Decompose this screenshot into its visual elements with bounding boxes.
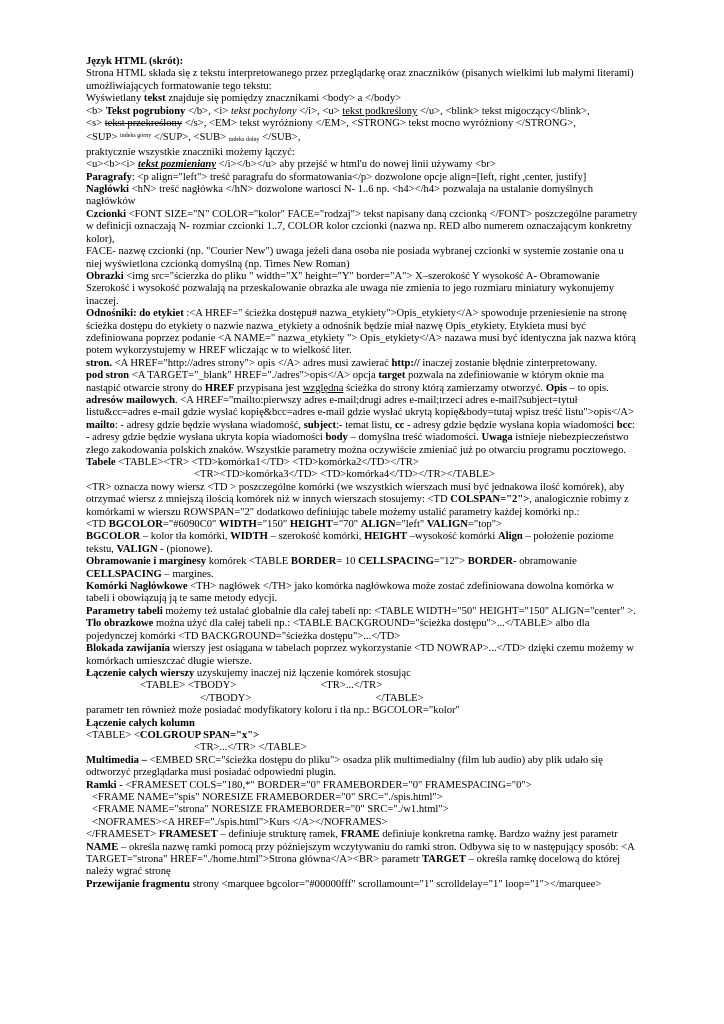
td-attributes-description: [86, 531, 638, 556]
row-grouping-section: [86, 668, 638, 680]
text-run: FACE- nazwę czcionki (np. "Courier New") uwaga jeżeli dana osoba nie posiada wybranej czcionki w systemie zostanie ona u niej wyświetlona czcionką domyślną (np. Times New Roman): [86, 246, 624, 270]
text-run: . <A HREF="mailto:pierwszy adres e-mail;drugi adres e-mail;trzeci adres e-mail?subject=tytuł listu&cc=adres e-mail gdzie wysłać kopię&bcc=adres e-mail gdzie wysłać ukrytą kopię&body=tutaj wpisz treść listu">opis</A>: [86, 394, 634, 419]
text-run: CELLSPACING: [358, 556, 434, 568]
text-run: – określa ramkę docelową do której należy wgrać stronę: [86, 854, 621, 878]
text-run: – kolor tła komórki,: [140, 531, 231, 543]
text-run: Opis: [545, 382, 568, 394]
images-section: [86, 271, 638, 308]
text-run: : - adresy gdzie będzie wysłana wiadomość,: [114, 419, 304, 431]
text-run: VALIGN: [426, 519, 468, 531]
text-run: </u>, <blink> tekst migoczący</blink>,: [417, 105, 590, 117]
text-run: <TABLE> <: [86, 729, 140, 741]
text-run: subject: [303, 419, 337, 431]
frames-code-2: [86, 792, 638, 804]
subpage-links-section: [86, 370, 638, 395]
text-run: </i></b></u> aby przejść w html'u do nowej linii używamy <br>: [216, 159, 496, 171]
text-run: </b>, <i>: [185, 105, 231, 117]
text-run: – definiuje strukturę ramek,: [217, 829, 341, 841]
text-run: komórek <TABLE: [206, 556, 291, 568]
text-run: <TD: [86, 519, 109, 531]
borders-margins-section: [86, 556, 638, 581]
text-run: Łączenie całych kolumn: [86, 717, 195, 729]
text-run: Tekst pogrubiony: [105, 105, 186, 117]
header-cells-section: [86, 581, 638, 606]
text-run: strony <marquee bgcolor="#00000fff" scrollamount="1" scrolldelay="1" loop="1"></marquee>: [189, 878, 602, 890]
row-grouping-code-1: [86, 680, 638, 692]
nowrap-section: [86, 643, 638, 668]
column-grouping-code-2: [86, 742, 638, 754]
text-run: Align: [498, 531, 523, 543]
text-run: </TBODY>: [200, 692, 252, 704]
text-run: indeks dolny: [228, 137, 260, 144]
text-run: ="left": [395, 519, 427, 531]
combine-text: [86, 147, 638, 159]
text-run: Obramowanie i marginesy: [86, 556, 207, 568]
text-run: <FRAMESET COLS="180,*" BORDER="0" FRAMEBORDER="0" FRAMESPACING="0">: [122, 779, 532, 791]
page-links-section: [86, 358, 638, 370]
text-run: <img src="ścierzka do pliku " width="X" height="Y" border="A"> X–szerokość Y wysokość A- Obramowanie Szerokość i wysokość pozwalają na przeskalowanie obrazka ale uwaga nie zmienia to jego rozmiaru miniatury wykonujemy inaczej.: [86, 270, 615, 307]
text-run: –wysokość komórki: [407, 531, 499, 543]
text-run: http://: [391, 357, 420, 369]
formatting-tags-line-2: [86, 118, 638, 130]
text-run: Łączenie całych wierszy: [86, 667, 195, 679]
text-run: <FONT SIZE="N" COLOR="kolor" FACE="rodzaj"> tekst napisany daną czcionką </FONT> poszczególne parametry w definicji oznaczają N- rozmiar czcionki 1..7, COLOR kolor czcionki (nazwa np. RED albo numerem oznaczającym konkretny kolor),: [86, 208, 638, 245]
text-run: obramowanie: [516, 556, 577, 568]
fonts-section: [86, 209, 638, 246]
text-run: WIDTH: [219, 519, 257, 531]
column-grouping-code-1: [86, 730, 638, 742]
intro-paragraph: [86, 68, 638, 93]
column-grouping-section: [86, 718, 638, 730]
table-background-section: [86, 618, 638, 643]
formatting-tags-line-3: [86, 130, 638, 146]
text-run: HREF: [204, 382, 235, 394]
text-run: <TR>...</TR> </TABLE>: [194, 742, 307, 754]
text-run: inaczej zostanie błędnie zinterpretowany.: [419, 357, 598, 369]
text-run: tekst przekreślony: [104, 118, 183, 130]
text-run: Parametry tabeli: [86, 605, 163, 617]
text-run: tekst: [143, 93, 166, 105]
text-run: można użyć dla całej tabeli np.: <TABLE BACKGROUND="ścieżka dostępu">...</TABLE> albo dla pojedynczej komórki <TD BACKGROUND="ścieżka dostępu">...</TD>: [86, 618, 590, 642]
tables-code-line-2: [86, 469, 638, 481]
text-run: NAME: [86, 841, 119, 853]
text-run: – szerokość komórki,: [267, 531, 365, 543]
text-run: ="12">: [433, 556, 468, 568]
text-run: – określa nazwę ramki pomocą przy późniejszym wczytywaniu do ramki stron. Odbywa się to w następujący sposób: <A TARGET="strona" HREF="./home.html">Strona główna</A><BR> parametr: [86, 841, 635, 865]
text-run: HEIGHT: [364, 531, 408, 543]
mailto-section: [86, 420, 638, 457]
text-run: – margines.: [161, 568, 214, 580]
frames-section: [86, 780, 638, 792]
text-run: <TH> nagłówek </TH> jako komórka nagłówkowa może zostać zdefiniowana dowolna komórka w tabeli i obowiązują ją te same metody edycji.: [86, 581, 614, 605]
text-run: ="70": [332, 519, 361, 531]
text-run: [138, 159, 216, 170]
text-run: praktycznie wszystkie znaczniki możemy łączyć:: [86, 146, 295, 158]
text-run: cc: [394, 419, 405, 431]
text-run: przypisana jest: [234, 382, 303, 394]
text-run: mailto: [86, 419, 115, 431]
text-run: uzyskujemy inaczej niż łączenie komórek stosując: [194, 667, 411, 679]
text-run: Blokada zawijania: [86, 643, 170, 655]
text-run: </TABLE>: [375, 692, 424, 704]
text-run: - adresy gdzie będzie wysłana kopia wiadomości: [404, 419, 617, 431]
text-run: Uwaga: [481, 432, 513, 444]
multimedia-section: [86, 755, 638, 780]
text-run: <hN> treść nagłówka </hN> dozwolone wartosci N- 1..6 np. <h4></h4> pozwalaja na ustalanie domyślnych nagłówków: [86, 184, 594, 208]
row-grouping-note: [86, 705, 638, 717]
text-run: : - adresy gdzie będzie wysłana ukryta kopia wiadomości: [86, 419, 635, 444]
text-run: adresów mailowych: [86, 394, 175, 406]
marquee-section: [86, 879, 638, 891]
text-run: </FRAMESET>: [86, 829, 159, 841]
text-run: <TABLE> <TBODY>: [140, 680, 237, 692]
text-run: BORDER: [290, 556, 337, 568]
text-run: <SUP>: [86, 132, 121, 144]
text-run: target: [378, 370, 406, 382]
text-run: <TABLE><TR> <TD>komórka1</TD> <TD>komórka2</TD></TR>: [115, 457, 419, 468]
text-run: <A TARGET="_blank" HREF="./adres">opis</A> opcja: [129, 370, 379, 382]
body-text-line: [86, 93, 638, 105]
text-run: stron.: [86, 357, 112, 369]
text-run: <TR>...</TR>: [320, 680, 383, 692]
text-run: = 10: [336, 556, 359, 568]
text-run: indeks górny: [120, 133, 152, 140]
text-run: – położenie poziome tekstu,: [86, 531, 614, 555]
text-run: Tło obrazkowe: [86, 618, 154, 630]
text-run: BGCOLOR: [86, 531, 141, 543]
text-run: <b>: [86, 105, 106, 117]
text-run: Czcionki: [86, 208, 127, 220]
text-run: ALIGN: [360, 519, 396, 531]
text-run: Strona HTML składa się z tekstu interpretowanego przez przeglądarkę oraz znaczników (pisanych wielkimi lub małymi literami) umożliwiających formatowanie tego tekstu:: [86, 68, 634, 92]
text-run: – domyślna treść wiadomości.: [347, 432, 482, 444]
text-run: znajduje się pomiędzy znacznikami <body> a </body>: [165, 93, 402, 105]
row-grouping-code-2: [86, 693, 638, 705]
frames-explanation: [86, 829, 638, 879]
td-attributes-example: [86, 519, 638, 531]
text-run: WIDTH: [230, 531, 268, 543]
formatting-tags-line-1: [86, 106, 638, 118]
text-run: <FRAME NAME="strona" NORESIZE FRAMEBORDER="0" SRC="./w1.html">: [92, 804, 449, 816]
text-run: parametr ten również może posiadać modyfikatory koloru i tła np.: BGCOLOR="kolor": [86, 705, 460, 717]
text-run: względna: [302, 382, 344, 394]
combine-example: [86, 159, 638, 171]
text-run: pozwala na zdefiniowanie w którym oknie ma nastąpić otwarcie strony do: [86, 370, 604, 394]
text-run: COLSPAN="2">: [450, 494, 530, 506]
fonts-face-note: [86, 246, 638, 271]
text-run: Komórki Nagłówkowe: [86, 581, 188, 593]
text-run: <A HREF="http://adres strony"> opis </A> adres musi zawierać: [112, 357, 392, 369]
frames-code-4: [86, 817, 638, 829]
text-run: bcc: [616, 419, 633, 431]
tables-explanation: [86, 482, 638, 519]
text-run: BORDER-: [467, 556, 517, 568]
anchors-section: [86, 308, 638, 358]
text-run: Język HTML (skrót):: [86, 56, 184, 67]
text-run: <TR> oznacza nowy wiersz <TD > poszczególne komórki (we wszystkich wierszach musi być jednakowa ilość komórek), aby otrzymać wiersz z mniejszą ilością komórek niż w innych wierszach stosujemy: <TD: [86, 481, 625, 506]
mail-links-section: [86, 395, 638, 420]
text-run: </s>, <EM> tekst wyróżniony </EM>, <STRONG> tekst mocno wyróżniony </STRONG>,: [182, 118, 576, 130]
text-run: - (pionowe).: [157, 543, 213, 555]
text-run: VALIGN: [116, 543, 158, 555]
paragraph-section: [86, 172, 638, 184]
tables-section: [86, 457, 638, 469]
text-run: Nagłówki: [86, 184, 129, 196]
text-run: CELLSPACING: [86, 568, 162, 580]
text-run: COLGROUP SPAN="x">: [139, 729, 260, 741]
text-run: <FRAME NAME="spis" NORESIZE FRAMEBORDER="0" SRC="./spis.html">: [92, 791, 443, 803]
text-run: <u><b><i>: [86, 159, 139, 171]
text-run: ścieżka do strony którą zamierzamy otworzyć.: [343, 382, 546, 394]
text-run: – to opis.: [567, 382, 609, 394]
text-run: Obrazki: [86, 270, 124, 282]
table-params-section: [86, 606, 638, 618]
text-run: <EMBED SRC="ścieżka dostępu do pliku"> osadza plik multimedialny (film lub audio) aby plik udało się odtworzyć przeglądarka musi posiadać odpowiedni plugin.: [86, 754, 603, 779]
text-run: <TR><TD>komórka3</TD> <TD>komórka4</TD></TR></TABLE>: [194, 469, 495, 481]
text-run: ="150": [256, 519, 290, 531]
text-run: Paragrafy: [86, 171, 132, 183]
text-run: Multimedia –: [86, 754, 147, 766]
text-run: FRAMESET: [158, 829, 218, 841]
text-run: HEIGHT: [289, 519, 333, 531]
text-run: BGCOLOR: [108, 519, 163, 531]
text-run: Przewijanie fragmentu: [86, 878, 190, 890]
text-run: wierszy jest osiągana w tabelach poprzez wykorzystanie <TD NOWRAP>...</TD> dzięki czemu możemy w komórkach umieszczać długie wiersze.: [86, 643, 634, 667]
text-run: body: [325, 432, 348, 444]
text-run: Tabele: [86, 457, 116, 468]
text-run: tekst pochylony: [230, 105, 297, 117]
headings-section: [86, 184, 638, 209]
text-run: Wyświetlany: [86, 93, 144, 105]
text-run: Odnośniki: do etykiet: [86, 308, 184, 320]
text-run: definiuje konkretna ramkę. Bardzo ważny jest parametr: [379, 829, 618, 841]
text-run: FRAME: [340, 829, 380, 841]
text-run: </i>, <u>: [296, 105, 343, 117]
text-run: </SUP>, <SUB>: [151, 132, 229, 144]
text-run: :- temat listu,: [336, 419, 395, 431]
text-run: [138, 159, 216, 170]
text-run: : <p align="left"> treść paragrafu do sformatowania</p> dozwolone opcje align=[left, right ,center, justify]: [131, 171, 587, 183]
text-run: <NOFRAMES><A HREF="./spis.html">Kurs </A></NOFRAMES>: [92, 816, 388, 828]
text-run: pod stron: [86, 370, 130, 382]
doc-title: [86, 56, 638, 68]
text-run: :<A HREF=" ścieżka dostępu# nazwa_etykiety">Opis_etykiety</A> spowoduje przeniesienie na stronę ścieżka dostępu do etykiety o nazwie nazwa_etykiety a odnośnik będzie miał nazwę Opis_etykiety. Etykieta musi być zdefiniowana poprzez podanie <A NAME=" nazwa_etykiety "> Opis_etykiety</A> nazawa musi być identyczna jak nazwa którą potem wykorzystujemy w HREF wliczając w to wielkość liter.: [86, 308, 636, 357]
text-run: </SUB>,: [259, 132, 301, 144]
text-run: ="top">: [467, 519, 503, 531]
text-run: ="#6090C0": [162, 519, 220, 531]
text-run: możemy też ustalać globalnie dla całej tabeli np: <TABLE WIDTH="50" HEIGHT="150" ALIGN="center" >.: [162, 605, 636, 617]
text-run: TARGET: [422, 854, 466, 865]
text-run: tekst podkreślony: [342, 105, 418, 117]
text-run: tekst pozmieniany: [138, 159, 217, 171]
text-run: Ramki -: [86, 779, 123, 791]
text-run: , analogicznie robimy z komórkami w wierszu ROWSPAN="2" dodatkowo definiując tabele możemy ustalić parametry każdej komórki np.:: [86, 494, 629, 518]
frames-code-3: [86, 804, 638, 816]
text-run: <s>: [86, 118, 105, 130]
text-run: istnieje niebezpieczeństwo złego zakodowania polskich znaków. Wszystkie parametry można oczywiście zmieniać już po otwarciu programu pocztowego.: [86, 432, 629, 456]
